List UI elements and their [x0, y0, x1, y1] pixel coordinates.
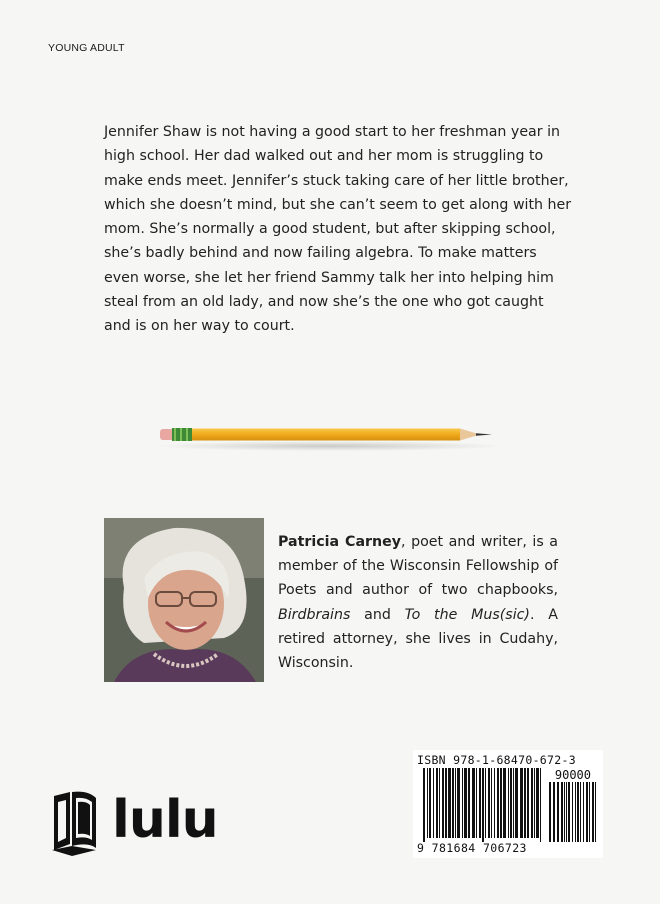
genre-label: YOUNG ADULT [48, 42, 125, 54]
barcode-addon-bar [575, 782, 576, 842]
barcode-bar [494, 768, 495, 838]
bio-text-c: . A retired attorney, she lives in Cudahy, Wisconsin. [278, 606, 558, 672]
barcode-addon-bar [561, 782, 563, 842]
barcode-bar [488, 768, 490, 838]
barcode-bar [462, 768, 463, 838]
barcode-bar [455, 768, 456, 838]
barcode-bar [442, 768, 444, 838]
barcode-bar [423, 768, 425, 842]
book-icon [48, 788, 108, 858]
barcode-bar [534, 768, 535, 838]
barcode-bar [439, 768, 440, 838]
barcode-bar [436, 768, 438, 838]
isbn-label: ISBN 978-1-68470-672-3 [417, 753, 576, 767]
publisher-logo [48, 784, 248, 864]
barcode-bar [503, 768, 506, 838]
barcode-bar [448, 768, 451, 838]
book-title-2: To the Mus(sic) [404, 606, 530, 623]
barcode-bar [482, 768, 484, 842]
barcode-bar [491, 768, 492, 838]
barcode-digits-right: 706723 [482, 841, 527, 855]
bio-text-b: and [350, 606, 405, 623]
pencil-icon [150, 412, 510, 460]
barcode-digits-left: 781684 [431, 841, 476, 855]
barcode-addon-bar [577, 782, 579, 842]
barcode-addon-bar [595, 782, 596, 842]
barcode-addon-bar [564, 782, 565, 842]
author-bio [278, 530, 558, 675]
barcode-addon-bar [583, 782, 584, 842]
barcode-addon-bar [580, 782, 581, 842]
barcode-addon-bar [572, 782, 573, 842]
barcode-bar [464, 768, 467, 838]
barcode-bar [472, 768, 475, 838]
barcode-addon-bar [592, 782, 594, 842]
barcode-bar [479, 768, 481, 838]
bio-text-a: , poet and writer, is a member of the Wisconsin Fellowship of Poets and author of two chapbooks, [278, 534, 558, 599]
barcode-bar [468, 768, 470, 838]
barcode-digits [417, 841, 527, 855]
barcode-bar [427, 768, 428, 838]
barcode-bar [497, 768, 499, 838]
publisher-name: lulu [112, 790, 218, 850]
barcode-bar [457, 768, 460, 838]
book-title-1: Birdbrains [278, 606, 351, 623]
barcode-addon-bar [557, 782, 559, 842]
barcode-bar [452, 768, 454, 838]
barcode-bar [520, 768, 523, 838]
author-name: Patricia Carney [278, 534, 402, 550]
barcode-bar [513, 768, 514, 838]
price-code: 90000 [554, 768, 591, 782]
barcode-addon-bar [553, 782, 555, 842]
barcode-bar [508, 768, 509, 838]
barcode-bar [429, 768, 431, 838]
barcode-bar [485, 768, 486, 838]
author-photo [104, 518, 264, 682]
barcode-bar [476, 768, 477, 838]
isbn-barcode [413, 750, 603, 858]
barcode-addon-bar [589, 782, 590, 842]
barcode-bar [515, 768, 518, 838]
barcode-bar [510, 768, 512, 838]
barcode-bar [540, 768, 541, 842]
barcode-addon-bar [568, 782, 570, 842]
barcode-bar [527, 768, 529, 838]
barcode-addon-bar [549, 782, 551, 842]
barcode-addon-bar [566, 782, 567, 842]
barcode-bar [536, 768, 539, 838]
barcode-bar [433, 768, 434, 838]
barcode-bar [500, 768, 502, 838]
barcode-digit-first: 9 [417, 841, 425, 855]
barcode-bar [445, 768, 447, 838]
barcode-bar [531, 768, 533, 838]
pencil-illustration [150, 412, 510, 460]
book-blurb: Jennifer Shaw is not having a good start to her freshman year in high school. Her dad walked out and her mom is struggling to make ends meet. Jennifer’s stuck taking care of her little brother, which she doesn’t mind, but she can’t seem to get along with her mom. She’s normally a good student, but after skipping school, she’s badly behind and now failing algebra. To make matters even worse, she let her friend Sammy talk her into helping him steal from an old lady, and now she’s the one who got caught and is on her way to court. [104, 124, 572, 335]
barcode-addon-bar [586, 782, 588, 842]
barcode-bar [524, 768, 526, 838]
